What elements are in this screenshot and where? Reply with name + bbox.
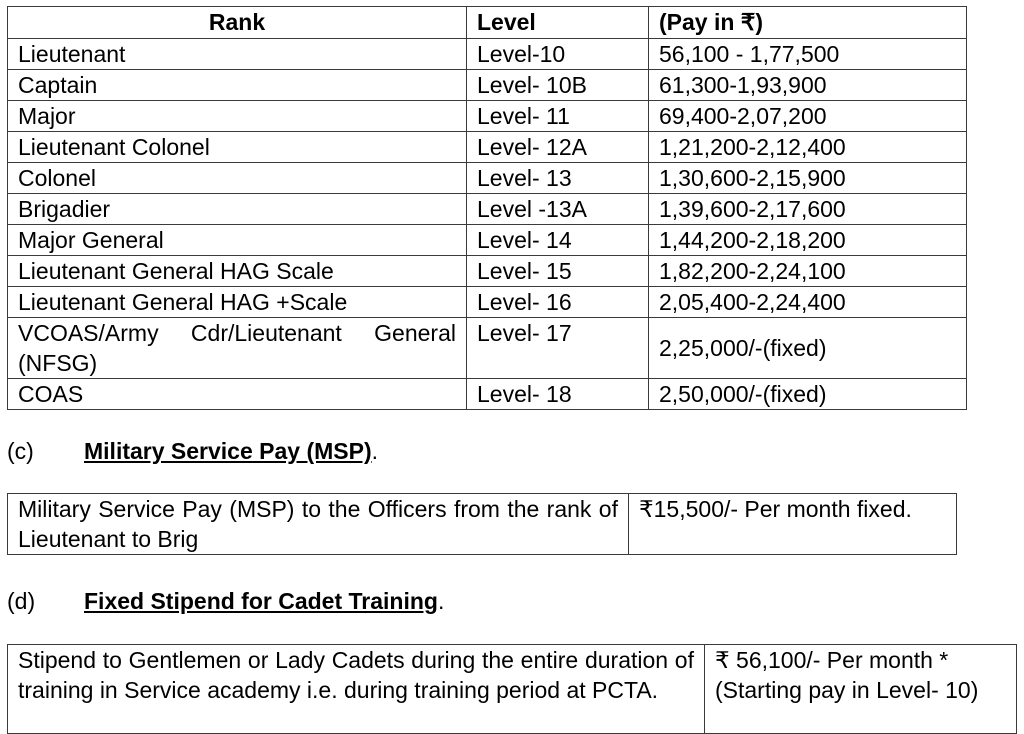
rank-cell: Major General xyxy=(8,225,467,256)
rank-cell: Lieutenant General HAG Scale xyxy=(8,256,467,287)
pay-cell: 1,44,200-2,18,200 xyxy=(649,225,967,256)
level-cell: Level-10 xyxy=(467,39,649,70)
level-cell: Level- 16 xyxy=(467,287,649,318)
pay-cell: 1,30,600-2,15,900 xyxy=(649,163,967,194)
msp-value: ₹15,500/- Per month fixed. xyxy=(629,494,957,555)
rank-cell: VCOAS/Army Cdr/Lieutenant General (NFSG) xyxy=(8,318,467,379)
level-cell: Level- 15 xyxy=(467,256,649,287)
table-row xyxy=(8,39,967,70)
table-row xyxy=(8,287,967,318)
level-cell: Level- 18 xyxy=(467,379,649,410)
table-row xyxy=(8,163,967,194)
msp-description: Military Service Pay (MSP) to the Officers from the rank of Lieutenant to Brig xyxy=(8,494,629,555)
rank-cell: Lieutenant Colonel xyxy=(8,132,467,163)
stipend-value-line1: ₹ 56,100/- Per month * xyxy=(715,647,949,673)
table-row xyxy=(8,645,1017,734)
rank-column-header: Rank xyxy=(8,7,467,39)
level-cell: Level- 10B xyxy=(467,70,649,101)
msp-table xyxy=(7,493,957,555)
table-row xyxy=(8,256,967,287)
pay-cell: 61,300-1,93,900 xyxy=(649,70,967,101)
level-cell: Level- 17 xyxy=(467,318,649,379)
table-row xyxy=(8,225,967,256)
section-d-title: Fixed Stipend for Cadet Training xyxy=(84,588,438,614)
stipend-value xyxy=(705,645,1017,734)
section-d-letter: (d) xyxy=(7,588,36,614)
section-d-heading xyxy=(7,586,444,616)
rank-cell: Brigadier xyxy=(8,194,467,225)
pay-cell: 56,100 - 1,77,500 xyxy=(649,39,967,70)
level-cell: Level- 11 xyxy=(467,101,649,132)
table-row xyxy=(8,101,967,132)
table-header-row xyxy=(8,7,967,39)
pay-cell: 1,21,200-2,12,400 xyxy=(649,132,967,163)
rank-cell: COAS xyxy=(8,379,467,410)
table-row xyxy=(8,318,967,379)
table-row xyxy=(8,132,967,163)
level-cell: Level- 14 xyxy=(467,225,649,256)
rank-cell: Lieutenant General HAG +Scale xyxy=(8,287,467,318)
stipend-description: Stipend to Gentlemen or Lady Cadets during the entire duration of training in Service academy i.e. during training period at PCTA. xyxy=(8,645,705,734)
pay-cell: 2,25,000/-(fixed) xyxy=(649,318,967,379)
stipend-table xyxy=(7,644,1017,734)
level-column-header: Level xyxy=(467,7,649,39)
section-d-period: . xyxy=(437,588,445,614)
rank-cell: Lieutenant xyxy=(8,39,467,70)
section-c-letter: (c) xyxy=(7,438,34,464)
section-c-period: . xyxy=(371,438,379,464)
table-row xyxy=(8,70,967,101)
table-row xyxy=(8,194,967,225)
pay-column-header: (Pay in ₹) xyxy=(649,7,967,39)
section-c-heading xyxy=(7,436,378,466)
section-c-title: Military Service Pay (MSP) xyxy=(84,438,372,464)
table-row xyxy=(8,494,957,555)
table-row xyxy=(8,379,967,410)
pay-cell: 1,82,200-2,24,100 xyxy=(649,256,967,287)
pay-cell: 2,05,400-2,24,400 xyxy=(649,287,967,318)
rank-cell: Colonel xyxy=(8,163,467,194)
level-cell: Level -13A xyxy=(467,194,649,225)
pay-table-body xyxy=(8,39,967,410)
level-cell: Level- 13 xyxy=(467,163,649,194)
level-cell: Level- 12A xyxy=(467,132,649,163)
pay-cell: 2,50,000/-(fixed) xyxy=(649,379,967,410)
stipend-value-line2: (Starting pay in Level- 10) xyxy=(715,677,979,703)
pay-scale-table xyxy=(7,6,967,410)
pay-cell: 69,400-2,07,200 xyxy=(649,101,967,132)
rank-cell: Captain xyxy=(8,70,467,101)
pay-cell: 1,39,600-2,17,600 xyxy=(649,194,967,225)
rank-cell: Major xyxy=(8,101,467,132)
